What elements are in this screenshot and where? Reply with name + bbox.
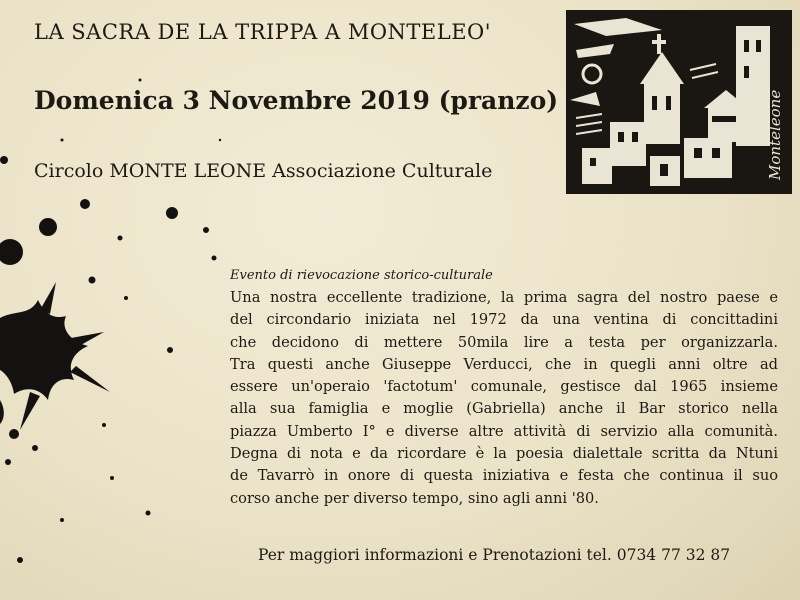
description-line: alla sua famiglia e moglie (Gabriella) anche il Bar storico nella xyxy=(230,400,778,418)
description-line: essere un'operaio 'factotum' comunale, gestisce dal 1965 insieme xyxy=(230,378,778,396)
event-date: Domenica 3 Novembre 2019 (pranzo) xyxy=(34,86,559,115)
description-line: piazza Umberto I° e diverse altre attività di servizio alla comunità. xyxy=(230,422,778,440)
contact-info: Per maggiori informazioni e Prenotazioni tel. 0734 77 32 87 xyxy=(258,546,731,564)
description-line: che decidono di mettere 50mila lire a testa per organizzarla. xyxy=(230,333,778,351)
description-line: de Tavarrò in onore di questa iniziativa e festa che continua il suo xyxy=(230,467,778,485)
description-line: Una nostra eccellente tradizione, la prima sagra del nostro paese e xyxy=(230,289,778,306)
poster-title: LA SACRA DE LA TRIPPA A MONTELEO' xyxy=(34,20,492,44)
description-line: Degna di nota e da ricordare è la poesia dialettale scritta da Ntuni xyxy=(230,445,778,463)
organizer-name: Circolo MONTE LEONE Associazione Culturale xyxy=(34,160,493,182)
woodcut-signature: Monteleone xyxy=(766,89,784,180)
event-description xyxy=(230,268,778,510)
event-subtitle: Evento di rievocazione storico-culturale xyxy=(230,268,493,283)
description-line: del circondario iniziata nel 1972 da una ventina di concittadini xyxy=(230,311,778,329)
village-woodcut-illustration xyxy=(566,10,792,194)
description-line: corso anche per diverso tempo, sino agli anni '80. xyxy=(230,489,599,507)
description-line: Tra questi anche Giuseppe Verducci, che in quegli anni oltre ad xyxy=(230,355,778,373)
